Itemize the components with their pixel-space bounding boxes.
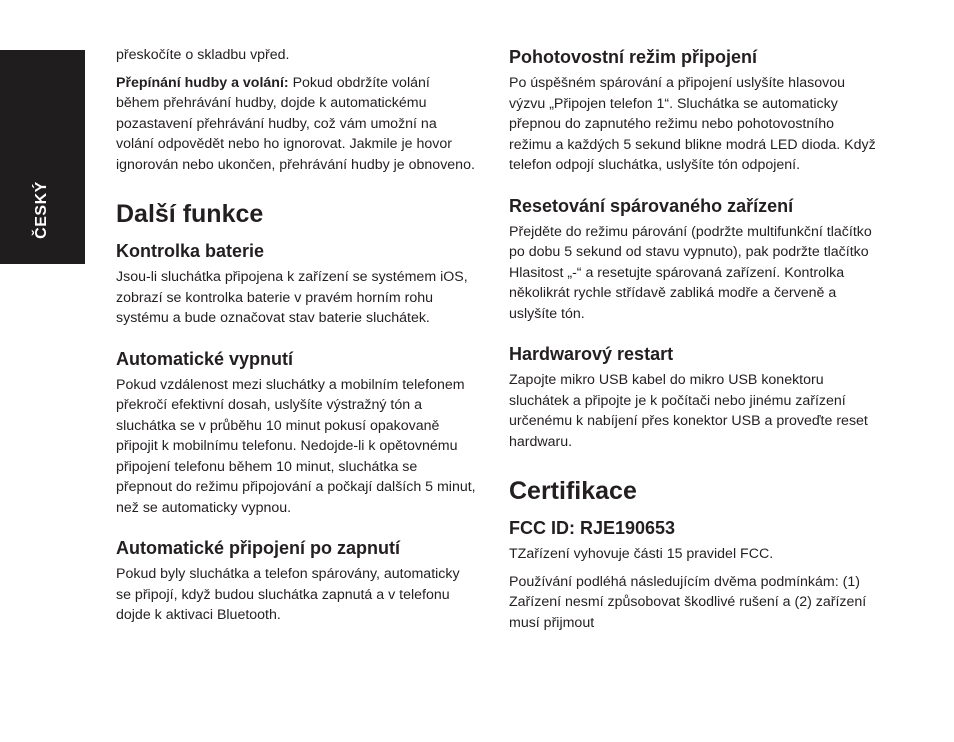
heading-auto-off: Automatické vypnutí (116, 348, 294, 369)
language-tab-label: ČESKÝ (33, 181, 50, 239)
paragraph-continued: přeskočíte o skladbu vpřed. (116, 47, 290, 63)
switching-lead: Přepínání hudby a volání: (116, 74, 289, 91)
paragraph-auto-connect: Pokud byly sluchátka a telefon spárovány, automaticky se připojí, když budou sluchátka zapnutá a v telefonu dojde k aktivaci Bluetooth. (116, 566, 460, 623)
heading-auto-connect: Automatické připojení po zapnutí (116, 538, 401, 558)
heading-fcc-id: FCC ID: RJE190653 (509, 518, 676, 538)
paragraph-battery: Jsou-li sluchátka připojena k zařízení se systémem iOS, zobrazí se kontrolka baterie v pravém horním rohu systému a bude označovat stav baterie sluchátek. (116, 269, 468, 326)
paragraph-reset-paired: Přejděte do režimu párování (podržte multifunkční tlačítko po dobu 5 sekund od stavu vypnuto), pak podržte tlačítko Hlasitost „-“ a resetujte spárovaná zařízení. Kontrolka několikrát rychle střídavě zabliká modře a červeně a uslyšíte tón. (509, 223, 872, 322)
paragraph-standby: Po úspěšném spárování a připojení uslyšíte hlasovou výzvu „Připojen telefon 1“. Sluchátka se automaticky přepnou do zapnutého režimu nebo pohotovostního režimu a každých 5 sekund blikne modrá LED dioda. Když telefon odpojí sluchátka, uslyšíte tón odpojení. (509, 75, 876, 173)
paragraph-auto-off: Pokud vzdálenost mezi sluchátky a mobilním telefonem překročí efektivní dosah, uslyšíte výstražný tón a sluchátka se v průběhu 10 minut pokusí opakovaně připojit k mobilnímu telefonu. Nedojde-li k opětovnému připojení telefonu během 10 minut, sluchátka se přepnout do režimu připojování a počkají dalších 5 minut, než se automaticky vypnou. (116, 376, 476, 516)
heading-more-features: Další funkce (116, 200, 264, 228)
heading-hardware-restart: Hardwarový restart (509, 344, 674, 364)
heading-battery-indicator: Kontrolka baterie (116, 241, 265, 261)
left-column (116, 45, 476, 633)
language-tab (0, 50, 85, 264)
right-column (509, 45, 877, 640)
switching-text: Pokud obdržíte volání během přehrávání hudby, dojde k automatickému pozastavení přehrávání hudby, což vám umožní na volání odpovědět nebo ho ignorovat. Jakmile je hovor ignorován nebo ukončen, přehrávání hudby je obnoveno. (116, 74, 475, 173)
paragraph-fcc-1: TZařízení vyhovuje části 15 pravidel FCC. (509, 546, 774, 562)
paragraph-hardware-restart: Zapojte mikro USB kabel do mikro USB konektoru sluchátek a připojte je k počítači nebo jinému zařízení určenému k nabíjení přes konektor USB a proveďte reset hardwaru. (509, 372, 868, 450)
heading-certification: Certifikace (509, 477, 637, 505)
heading-reset-paired: Resetování spárovaného zařízení (509, 195, 794, 216)
paragraph-fcc-2: Používání podléhá následujícím dvěma podmínkám: (1) Zařízení nesmí způsobovat škodlivé rušení a (2) zařízení musí přijmout (509, 573, 867, 631)
heading-standby: Pohotovostní režim připojení (509, 47, 758, 67)
paragraph-switching (116, 73, 476, 176)
